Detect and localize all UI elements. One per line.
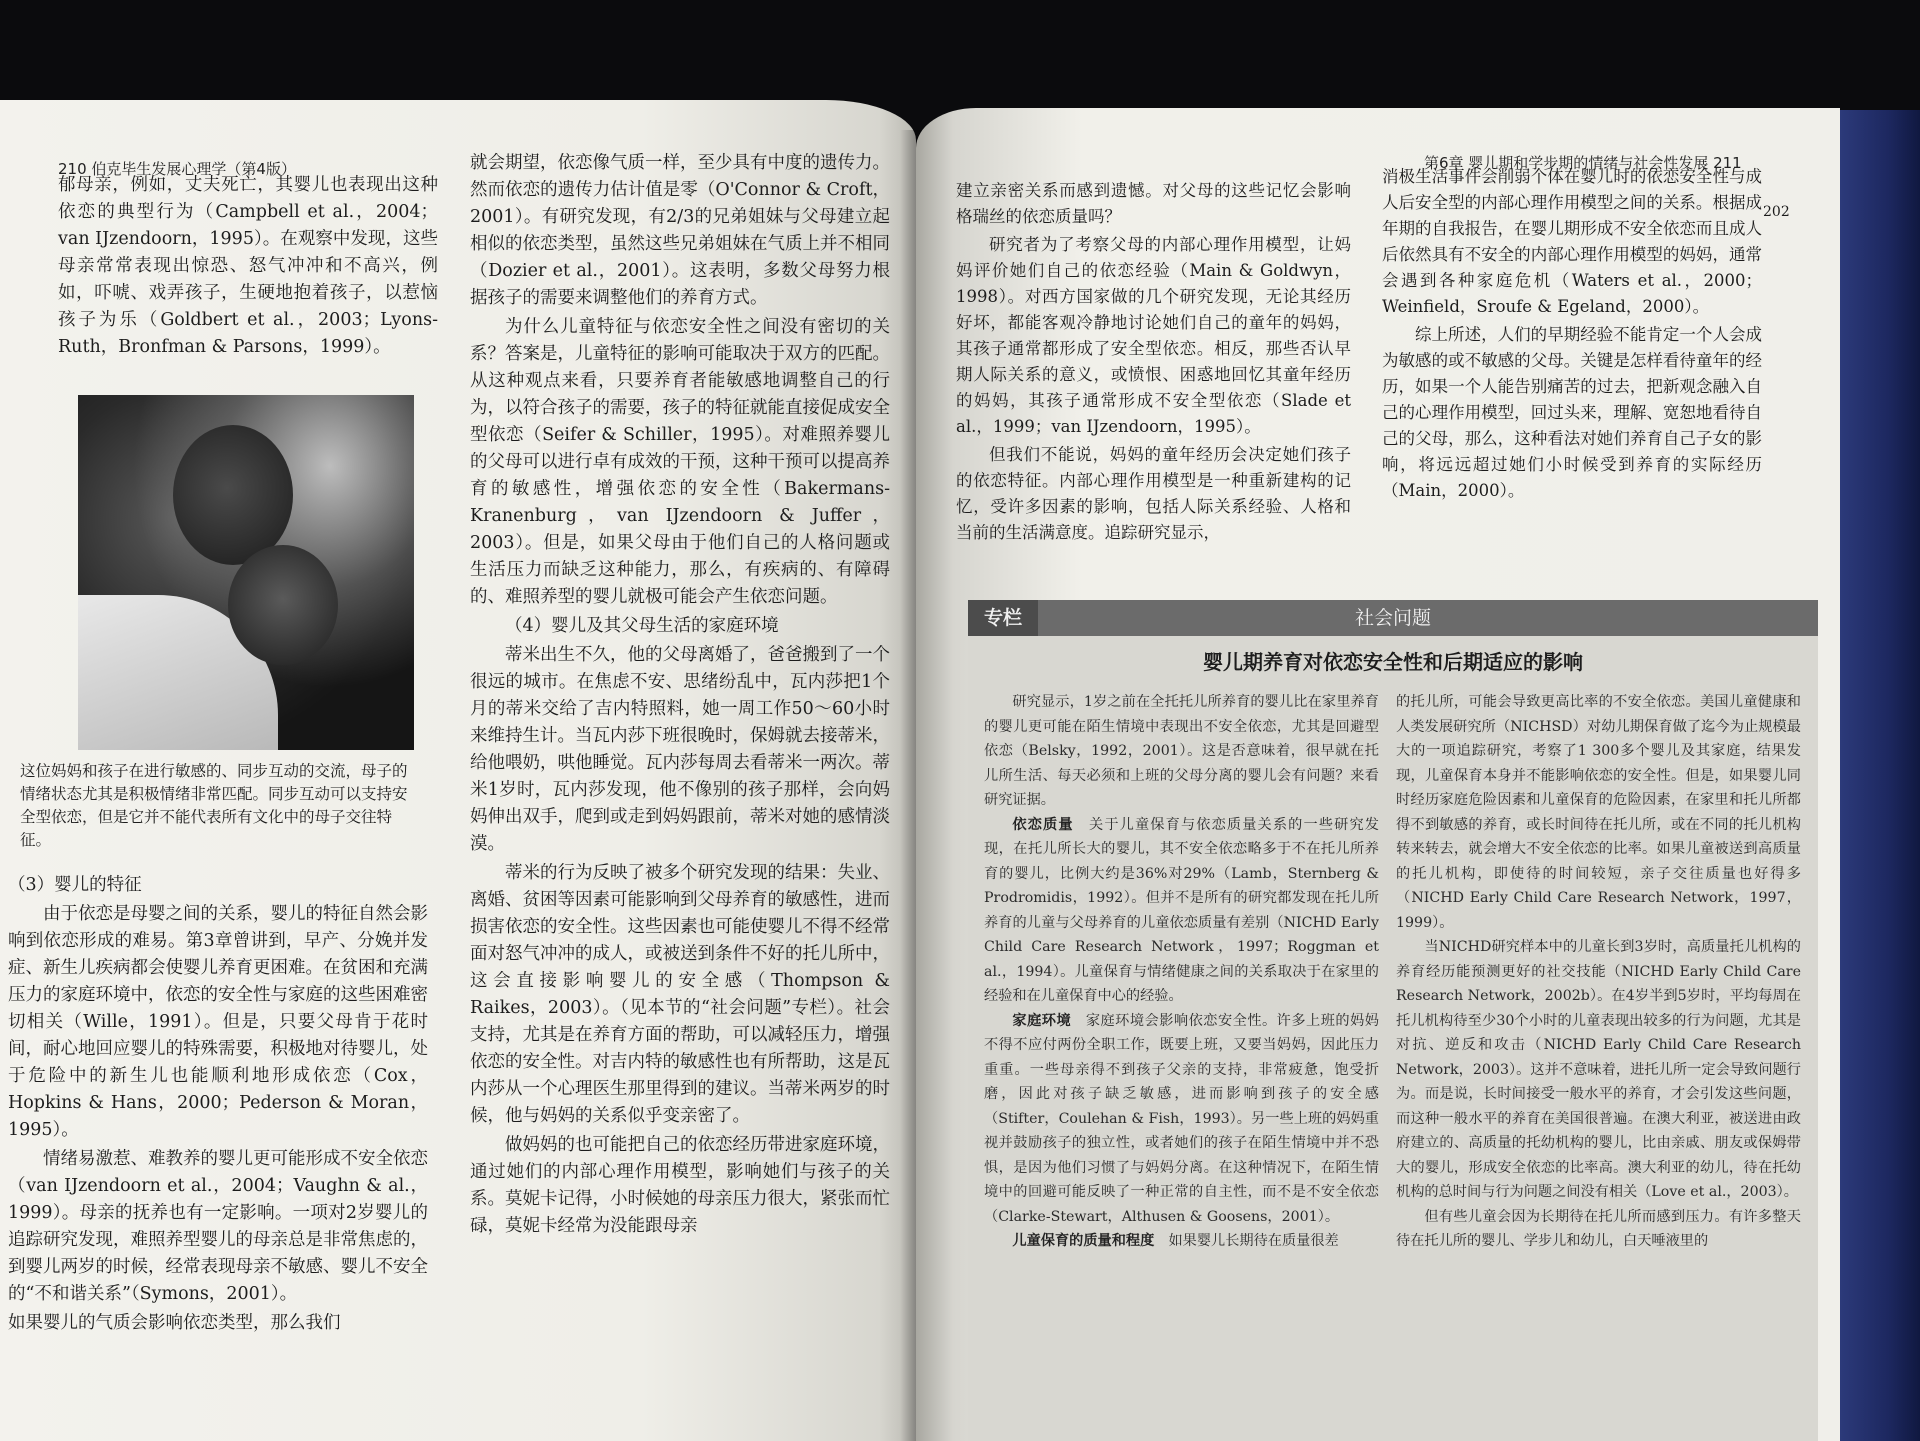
keyword: 依恋质量 — [1012, 816, 1074, 833]
photo-caption: 这位妈妈和孩子在进行敏感的、同步互动的交流，母子的情绪状态尤其是积极情绪非常匹配。同步互动可以支持安全型依恋，但是它并不能代表所有文化中的母子交往特征。 — [20, 762, 408, 849]
paragraph: 研究显示，1岁之前在全托托儿所养育的婴儿比在家里养育的婴儿更可能在陌生情境中表现出不安全依恋，尤其是回避型依恋（Belsky，1992，2001）。这是否意味着，很早就在托儿所生活、每天必须和上班的父母分离的婴儿会有问题？来看研究证据。 — [984, 694, 1379, 808]
box-header — [968, 600, 1818, 636]
book-edge — [1840, 110, 1920, 1441]
paragraph: 蒂米出生不久，他的父母离婚了，爸爸搬到了一个很远的城市。在焦虑不安、思绪纷乱中，瓦内莎把1个月的蒂米交给了吉内特照料，她一周工作50～60小时来维持生计。当瓦内莎下班很晚时，保姆就去接蒂米，给他喂奶，哄他睡觉。瓦内莎每周去看蒂米一两次。蒂米1岁时，瓦内莎发现，他不像别的孩子那样，会向妈妈伸出双手，爬到或走到妈妈跟前，蒂米对她的感情淡漠。 — [470, 645, 890, 854]
keyword: 儿童保育的质量和程度 — [1012, 1233, 1155, 1249]
section-heading: （4）婴儿及其父母生活的家庭环境 — [505, 616, 779, 636]
left-running-head: 210 伯克毕生发展心理学（第4版） — [58, 160, 296, 178]
paragraph: 当NICHD研究样本中的儿童长到3岁时，高质量托儿机构的养育经历能预测更好的社交技能（NICHD Early Child Care Research Network，2002b）。在4岁半到5岁时，平均每周在托儿机构待至少30个小时的儿童表现出较多的行为问题，尤其是对抗、逆反和攻击（NICHD Early Child Care Research Network，2003）。这并不意味着，进托儿所一定会导致问题行为。而是说，长时间接受一般水平的养育，才会引发这些问题，而这种一般水平的养育在美国很普遍。在澳大利亚，被送进由政府建立的、高质量的托幼机构的婴儿，比由亲戚、朋友或保姆带大的婴儿，形成安全依恋的比率高。澳大利亚的幼儿，待在托幼机构的总时间与行为问题之间没有相关（Love et al.，2003）。 — [1396, 939, 1801, 1200]
left-column-1-top — [58, 172, 438, 363]
paragraph: 儿童保育的质量和程度 如果婴儿长期待在质量很差 — [1012, 1233, 1339, 1249]
left-column-1-bottom — [8, 872, 428, 1339]
paragraph: 郁母亲，例如，丈夫死亡，其婴儿也表现出这种依恋的典型行为（Campbell et al.，2004；van IJzendoorn，1995）。在观察中发现，这些母亲常常表现出惊恐、怒气冲冲和不高兴，例如，吓唬、戏弄孩子，生硬地抱着孩子，以惹恼孩子为乐（Goldbert et al.，2003；Lyons-Ruth，Bronfman & Parsons，1999）。 — [58, 175, 438, 357]
paragraph: 家庭环境 家庭环境会影响依恋安全性。许多上班的妈妈不得不应付两份全职工作，既要上班，又要当妈妈，因此压力重重。一些母亲得不到孩子父亲的支持，非常疲惫，饱受折磨，因此对孩子缺乏敏感，进而影响到孩子的安全感（Stifter，Coulehan & Fish，1993）。另一些上班的妈妈重视并鼓励孩子的独立性，或者她们的孩子在陌生情境中并不恐惧，是因为他们习惯了与妈妈分离。在这种情况下，在陌生情境中的回避可能反映了一种正常的自主性，而不是不安全依恋（Clarke-Stewart，Althusen & Goosens，2001）。 — [984, 1012, 1379, 1225]
box-title: 婴儿期养育对依恋安全性和后期适应的影响 — [1203, 650, 1583, 674]
right-column-1 — [956, 178, 1351, 548]
paragraph: 但有些儿童会因为长期待在托儿所而感到压力。有许多整天待在托儿所的婴儿、学步儿和幼儿，白天唾液里的 — [1396, 1208, 1801, 1249]
paragraph: 情绪易激惹、难教养的婴儿更可能形成不安全依恋（van IJzendoorn et al.，2004；Vaughn & al.，1999）。母亲的抚养也有一定影响。一项对2岁婴儿的追踪研究发现，难照养型婴儿的母亲总是非常焦虑的，到婴儿两岁的时候，经常表现母亲不敏感、婴儿不安全的“不和谐关系”（Symons，2001）。 — [8, 1149, 428, 1304]
left-column-2 — [470, 150, 890, 1242]
paragraph: 由于依恋是母婴之间的关系，婴儿的特征自然会影响到依恋形成的难易。第3章曾讲到，早产、分娩并发症、新生儿疾病都会使婴儿养育更困难。在贫困和充满压力的家庭环境中，依恋的安全性与家庭的这些困难密切相关（Wille，1991）。但是，只要父母肯于花时间，耐心地回应婴儿的特殊需要，积极地对待婴儿，处于危险中的新生儿也能顺利地形成依恋（Cox，Hopkins & Hans，2000；Pederson & Moran，1995）。 — [8, 904, 428, 1140]
left-page — [0, 100, 916, 1441]
section-heading: （3）婴儿的特征 — [8, 875, 142, 895]
keyword: 家庭环境 — [1012, 1012, 1072, 1029]
right-running-head: 第6章 婴儿期和学步期的情绪与社会性发展 211 — [1424, 154, 1742, 172]
paragraph: 做妈妈的也可能把自己的依恋经历带进家庭环境，通过她们的内部心理作用模型，影响她们与孩子的关系。莫妮卡记得，小时候她的母亲压力很大，紧张而忙碌，莫妮卡经常为没能跟母亲 — [470, 1135, 890, 1236]
paragraph: 但我们不能说，妈妈的童年经历会决定她们孩子的依恋特征。内部心理作用模型是一种重新建构的记忆，受许多因素的影响，包括人际关系经验、人格和当前的生活满意度。追踪研究显示， — [956, 445, 1351, 542]
paragraph: 依恋质量 关于儿童保育与依恋质量关系的一些研究发现，在托儿所长大的婴儿，其不安全依恋略多于不在托儿所养育的婴儿，比例大约是36%对29%（Lamb，Sternberg & Prodromidis，1992）。但并不是所有的研究都发现在托儿所养育的儿童与父母养育的儿童依恋质量有差别（NICHD Early Child Care Research Network，1997；Roggman et al.，1994）。儿童保育与情绪健康之间的关系取决于在家里的经验和在儿童保育中心的经验。 — [984, 816, 1379, 1004]
box-category: 社会问题 — [1354, 607, 1431, 629]
right-page — [916, 108, 1840, 1441]
mother-child-photo — [78, 395, 414, 750]
box-column-1 — [984, 690, 1379, 1254]
right-column-2 — [1382, 164, 1762, 506]
paragraph: 研究者为了考察父母的内部心理作用模型，让妈妈评价她们自己的依恋经验（Main & Goldwyn，1998）。对西方国家做的几个研究发现，无论其经历好坏，都能客观冷静地讨论她们自己的童年的妈妈，其孩子通常都形成了安全型依恋。相反，那些否认早期人际关系的意义，或愤恨、困惑地回忆其童年经历的妈妈，其孩子通常形成不安全型依恋（Slade et al.，1999；van IJzendoorn，1995）。 — [956, 235, 1351, 436]
social-issues-box — [968, 600, 1818, 1441]
paragraph: 综上所述，人们的早期经验不能肯定一个人会成为敏感的或不敏感的父母。关键是怎样看待童年的经历，如果一个人能告别痛苦的过去，把新观念融入自己的心理作用模型，回过头来，理解、宽恕地看待自己的父母，那么，这种看法对她们养育自己子女的影响，将远远超过她们小时候受到养育的实际经历（Main，2000）。 — [1382, 325, 1762, 500]
paragraph: 如果婴儿的气质会影响依恋类型，那么我们 — [8, 1313, 341, 1333]
paragraph: 消极生活事件会削弱个体在婴儿时的依恋安全性与成人后安全型的内部心理作用模型之间的关系。根据成年期的自我报告，在婴儿期形成不安全依恋而且成人后依然具有不安全的内部心理作用模型的妈妈，通常会遇到各种家庭危机（Waters et al.，2000；Weinfield，Sroufe & Egeland，2000）。 — [1382, 167, 1762, 316]
paragraph: 为什么儿童特征与依恋安全性之间没有密切的关系？答案是，儿童特征的影响可能取决于双方的匹配。从这种观点来看，只要养育者能敏感地调整自己的行为，以符合孩子的需要，孩子的特征就能直接促成安全型依恋（Seifer & Schiller，1995）。对难照养婴儿的父母可以进行卓有成效的干预，这种干预可以提高养育的敏感性，增强依恋的安全性（Bakermans-Kranenburg，van IJzendoorn & Juffer，2003）。但是，如果父母由于他们自己的人格问题或生活压力而缺乏这种能力，那么，有疾病的、有障碍的、难照养型的婴儿就极可能会产生依恋问题。 — [470, 317, 890, 607]
paragraph: 蒂米的行为反映了被多个研究发现的结果：失业、离婚、贫困等因素可能影响到父母养育的敏感性，进而损害依恋的安全性。这些因素也可能使婴儿不得不经常面对怒气冲冲的成人，或被送到条件不好的托儿所中，这会直接影响婴儿的安全感（Thompson & Raikes，2003）。（见本节的“社会问题”专栏）。社会支持，尤其是在养育方面的帮助，可以减轻压力，增强依恋的安全性。对吉内特的敏感性也有所帮助，这是瓦内莎从一个心理医生那里得到的建议。当蒂米两岁的时候，他与妈妈的关系似乎变亲密了。 — [470, 863, 890, 1126]
paragraph: 就会期望，依恋像气质一样，至少具有中度的遗传力。然而依恋的遗传力估计值是零（O'Connor & Croft，2001）。有研究发现，有2/3的兄弟姐妹与父母建立起相似的依恋类型，虽然这些兄弟姐妹在气质上并不相同（Dozier et al.，2001）。这表明，多数父母努力根据孩子的需要来调整他们的养育方式。 — [470, 153, 890, 308]
box-column-2 — [1396, 690, 1801, 1254]
paragraph: 的托儿所，可能会导致更高比率的不安全依恋。美国儿童健康和人类发展研究所（NICHSD）对幼儿期保育做了迄今为止规模最大的一项追踪研究，考察了1 300多个婴儿及其家庭，结果发现，儿童保育本身并不能影响依恋的安全性。但是，如果婴儿同时经历家庭危险因素和儿童保育的危险因素，在家里和托儿所都得不到敏感的养育，或长时间待在托儿所，或在不同的托儿机构转来转去，就会增大不安全依恋的比率。如果儿童被送到高质量的托儿机构，即使待的时间较短，亲子交往质量也好得多（NICHD Early Child Care Research Network，1997，1999）。 — [1396, 694, 1801, 931]
paragraph: 建立亲密关系而感到遗憾。对父母的这些记忆会影响格瑞丝的依恋质量吗？ — [956, 181, 1351, 226]
margin-number: 202 — [1763, 204, 1790, 220]
box-tag: 专栏 — [968, 600, 1038, 636]
